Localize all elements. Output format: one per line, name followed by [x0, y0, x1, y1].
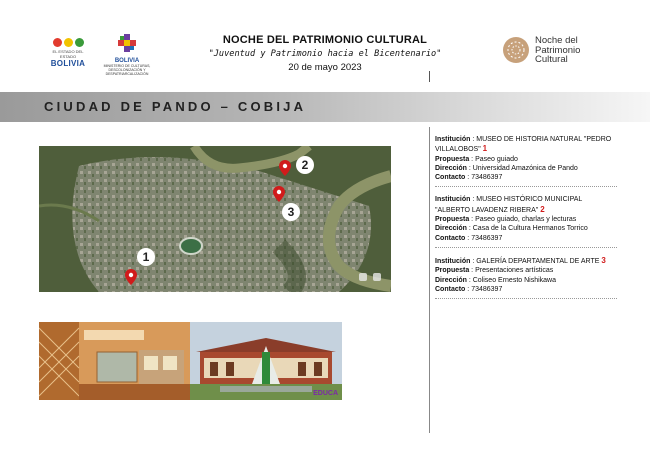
- satellite-map-image: [39, 146, 391, 292]
- bolivia-logo: [46, 38, 90, 68]
- contacto-line: Contacto : 73486397: [435, 234, 503, 242]
- map-pin-icon-museo-villalobos: [125, 269, 137, 285]
- contacto-value: 73486397: [471, 234, 503, 242]
- ministerio-logo-text: BOLIVIA: [114, 58, 140, 64]
- contacto-line: Contacto : 73486397: [435, 174, 503, 182]
- direccion-value: Universidad Amazónica de Pando: [472, 164, 578, 172]
- map-pin-icon-galeria-arte: [273, 186, 285, 202]
- propuesta-value: Paseo guiado: [475, 155, 518, 163]
- institution-name-line: Institución : GALERÍA DEPARTAMENTAL DE ARTE 3: [435, 255, 606, 265]
- direccion-line: Dirección : Casa de la Cultura Hermanos Torrico: [435, 225, 588, 233]
- map-marker-number-1: 1: [137, 248, 155, 266]
- event-date: 20 de mayo 2023: [288, 62, 362, 73]
- contacto-value: 73486397: [471, 174, 503, 182]
- institution-entry-3: [435, 256, 617, 294]
- text-cursor-mark: [429, 71, 430, 82]
- propuesta-line: Propuesta : Paseo guiado, charlas y lecturas: [435, 216, 577, 224]
- institution-name: GALERÍA DEPARTAMENTAL DE ARTE: [476, 257, 600, 265]
- page-subtitle: "Juventud y Patrimonio hacia el Bicentenario": [208, 49, 442, 59]
- institution-entry-1: [435, 135, 617, 182]
- coliseo-building-image: [190, 322, 342, 400]
- institutions-list: [435, 135, 617, 307]
- institution-number: 1: [482, 144, 488, 154]
- noche-patrimonio-emblem-icon: [503, 37, 529, 63]
- direccion-line: Dirección : Universidad Amazónica de Pando: [435, 164, 578, 172]
- logo-line-2: Patrimonio: [535, 44, 581, 56]
- institution-number: 2: [540, 204, 545, 214]
- city-banner-label: CIUDAD DE PANDO – COBIJA: [44, 99, 307, 114]
- ministerio-logo: [96, 33, 158, 75]
- map-marker-number-2: 2: [296, 156, 314, 174]
- label-contacto: Contacto: [435, 285, 466, 293]
- contacto-value: 73486397: [471, 285, 503, 293]
- institution-name: MUSEO DE HISTORIA NATURAL "PEDRO VILLALOBOS": [435, 136, 612, 154]
- label-direccion: Dirección: [435, 164, 467, 172]
- entry-separator: [435, 298, 617, 299]
- label-contacto: Contacto: [435, 234, 466, 242]
- label-institucion: Institución: [435, 257, 471, 265]
- logo-line-3: Cultural: [535, 54, 568, 65]
- institution-number: 3: [601, 255, 606, 265]
- propuesta-value: Presentaciones artísticas: [475, 267, 554, 275]
- label-institucion: Institución: [435, 136, 471, 143]
- label-propuesta: Propuesta: [435, 267, 470, 275]
- entry-separator: [435, 247, 617, 248]
- ministerio-logo-small-text: MINISTERIO DE CULTURAS, DESCOLONIZACIÓN Y DESPATRIARCALIZACIÓN: [103, 64, 151, 76]
- propuesta-line: Propuesta : Presentaciones artísticas: [435, 267, 554, 275]
- noche-patrimonio-logo-text: [535, 36, 580, 65]
- museum-interior-image: [39, 322, 190, 400]
- label-direccion: Dirección: [435, 276, 467, 284]
- direccion-value: Coliseo Ernesto Nishikawa: [472, 276, 557, 284]
- column-divider: [429, 127, 430, 433]
- direccion-value: Casa de la Cultura Hermanos Torrico: [472, 225, 588, 233]
- label-contacto: Contacto: [435, 174, 466, 182]
- direccion-line: Dirección : Coliseo Ernesto Nishikawa: [435, 276, 557, 284]
- entry-separator: [435, 186, 617, 187]
- logo-line-1: Noche del: [535, 35, 578, 46]
- photo-watermark: EDUCA: [313, 390, 338, 397]
- noche-patrimonio-logo: [503, 36, 580, 65]
- museum-interior-photo: [39, 322, 190, 400]
- propuesta-value: Paseo guiado, charlas y lecturas: [475, 216, 577, 224]
- satellite-map: [39, 146, 391, 292]
- city-banner: [0, 92, 650, 122]
- page-title: NOCHE DEL PATRIMONIO CULTURAL: [222, 34, 428, 46]
- map-marker-number-3: 3: [282, 203, 300, 221]
- institution-name-line: Institución : MUSEO HISTÓRICO MUNICIPAL "ALBERTO LAVADENZ RIBERA" 2: [435, 196, 583, 214]
- header: [190, 34, 460, 73]
- bolivia-logo-text: BOLIVIA: [50, 59, 86, 68]
- bolivia-logo-small-text: EL ESTADO DEL ESTADO: [52, 49, 84, 59]
- chakana-icon: [117, 33, 137, 53]
- contacto-line: Contacto : 73486397: [435, 285, 503, 293]
- institution-entry-2: [435, 195, 617, 242]
- label-direccion: Dirección: [435, 225, 467, 233]
- label-propuesta: Propuesta: [435, 155, 470, 163]
- bolivia-logo-mark: [46, 38, 90, 47]
- institution-name-line: Institución : MUSEO DE HISTORIA NATURAL "PEDRO VILLALOBOS" 1: [435, 136, 612, 154]
- label-propuesta: Propuesta: [435, 216, 470, 224]
- propuesta-line: Propuesta : Paseo guiado: [435, 155, 518, 163]
- coliseo-building-photo: [190, 322, 342, 400]
- institution-name: MUSEO HISTÓRICO MUNICIPAL "ALBERTO LAVADENZ RIBERA": [435, 196, 583, 214]
- map-pin-icon-museo-lavadenz: [279, 160, 291, 176]
- label-institucion: Institución: [435, 196, 471, 204]
